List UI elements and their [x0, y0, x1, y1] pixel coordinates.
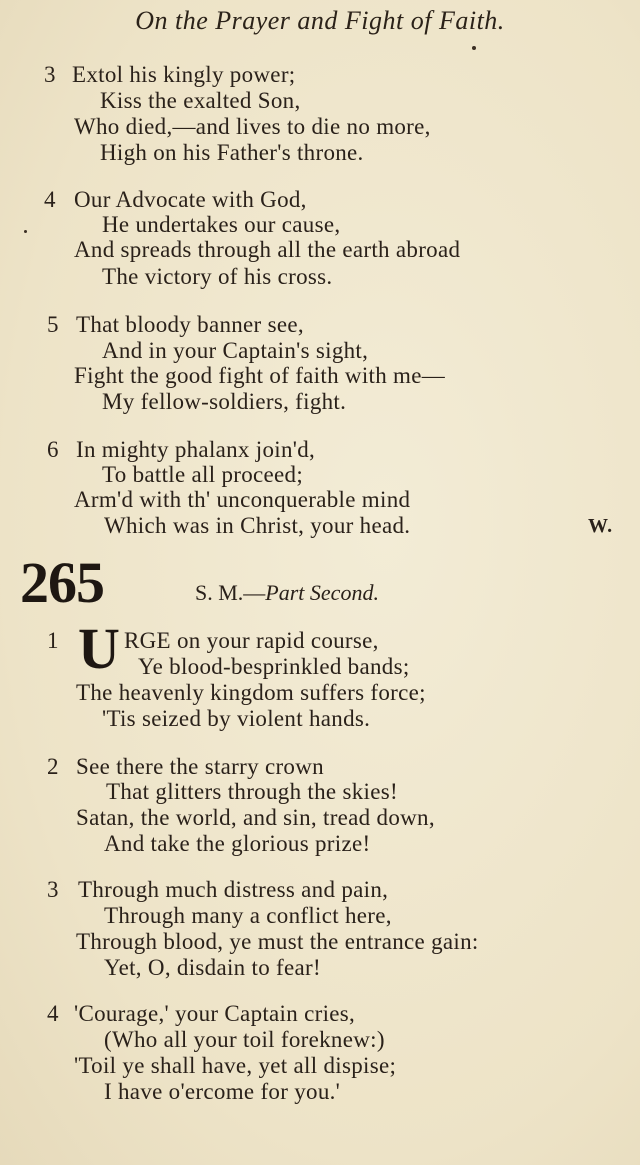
print-speck: [24, 230, 27, 233]
hymn-line: Ye blood-besprinkled bands;: [138, 654, 410, 679]
hymn-line: Which was in Christ, your head.: [104, 513, 411, 538]
hymn-number: 265: [20, 550, 104, 615]
running-head: On the Prayer and Fight of Faith.: [135, 6, 505, 35]
hymn-line: Through much distress and pain,: [78, 877, 389, 902]
hymn-line: He undertakes our cause,: [102, 212, 341, 237]
hymn-line: 'Tis seized by violent hands.: [102, 706, 371, 731]
stanza-number: 2: [47, 754, 59, 779]
hymn-line: Kiss the exalted Son,: [100, 88, 301, 113]
stanza-number: 3: [47, 877, 59, 902]
hymn-line: In mighty phalanx join'd,: [76, 437, 316, 462]
hymn-line: Fight the good fight of faith with me—: [74, 363, 446, 388]
part-label: Part Second.: [265, 580, 379, 605]
hymn-line: Through many a conflict here,: [104, 903, 392, 928]
hymn-meter: [195, 580, 379, 606]
hymn-line: Yet, O, disdain to fear!: [104, 955, 321, 980]
hymn-line: Extol his kingly power;: [72, 62, 296, 87]
hymn-line: To battle all proceed;: [102, 462, 304, 487]
hymn-line: Our Advocate with God,: [74, 187, 307, 212]
hymn-line: High on his Father's throne.: [100, 140, 364, 165]
stanza-number: 3: [44, 62, 56, 87]
stanza-number: 4: [47, 1001, 59, 1026]
hymn-line: And in your Captain's sight,: [102, 338, 369, 363]
author-initial: W.: [588, 515, 614, 537]
hymn-line: 'Toil ye shall have, yet all dispise;: [74, 1053, 397, 1078]
hymn-line: The heavenly kingdom suffers force;: [76, 680, 426, 705]
stanza-number: 4: [44, 187, 56, 212]
hymn-line: And spreads through all the earth abroad: [74, 237, 461, 262]
hymn-line: And take the glorious prize!: [104, 831, 371, 856]
hymn-line: 'Courage,' your Captain cries,: [74, 1001, 356, 1026]
hymn-line: Through blood, ye must the entrance gain:: [76, 929, 479, 954]
stanza-number: 5: [47, 312, 59, 337]
hymn-line: That glitters through the skies!: [106, 779, 398, 804]
hymn-line: My fellow-soldiers, fight.: [102, 389, 347, 414]
hymn-line: (Who all your toil foreknew:): [104, 1027, 385, 1052]
hymn-line: The victory of his cross.: [102, 264, 333, 289]
stanza-number: 6: [47, 437, 59, 462]
hymn-line: See there the starry crown: [76, 754, 324, 779]
hymn-line: That bloody banner see,: [76, 312, 304, 337]
hymn-line: Satan, the world, and sin, tread down,: [76, 805, 435, 830]
print-speck: [472, 46, 476, 50]
hymn-line: Arm'd with th' unconquerable mind: [74, 487, 411, 512]
hymn-line: Who died,—and lives to die no more,: [74, 114, 431, 139]
meter-label: S. M.—: [195, 580, 266, 605]
stanza-number: 1: [47, 628, 59, 653]
hymn-line: RGE on your rapid course,: [124, 628, 379, 653]
hymn-line: I have o'ercome for you.': [104, 1079, 341, 1104]
drop-cap: U: [78, 616, 120, 681]
